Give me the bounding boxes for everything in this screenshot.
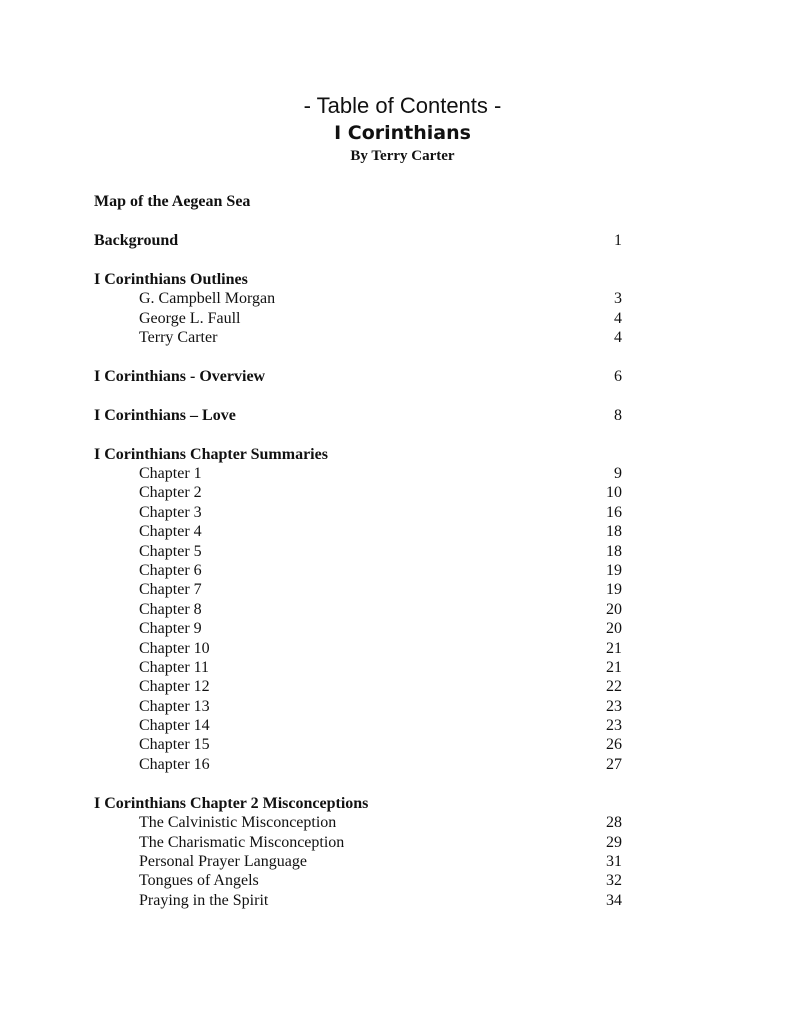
toc-entry-label: Chapter 7 <box>139 581 202 599</box>
toc-entry-row <box>94 561 622 580</box>
toc-entry-row <box>94 716 622 735</box>
toc-entry-label: Chapter 8 <box>139 600 202 618</box>
toc-heading-label: I Corinthians Outlines <box>94 270 248 288</box>
toc-page-number: 20 <box>606 620 622 638</box>
toc-heading-label: Background <box>94 231 179 249</box>
toc-entry-row <box>94 309 622 328</box>
toc-entry-label: Chapter 11 <box>139 658 210 676</box>
toc-entry-row <box>94 289 622 308</box>
toc-page-number: 21 <box>606 639 622 657</box>
toc-entry-row <box>94 871 622 890</box>
toc-entry-row <box>94 483 622 502</box>
toc-page-number: 18 <box>606 523 622 541</box>
toc-page-number: 26 <box>606 736 622 754</box>
toc-heading-row <box>94 270 622 289</box>
toc-page-number: 21 <box>606 658 622 676</box>
toc-entry-row <box>94 755 622 774</box>
toc-heading-label: I Corinthians Chapter Summaries <box>94 445 328 463</box>
toc-entry-label: Chapter 14 <box>139 717 210 735</box>
page-title: - Table of Contents - <box>303 93 502 118</box>
toc-entry-row <box>94 833 622 852</box>
author-line: By Terry Carter <box>350 148 455 164</box>
toc-page-number: 8 <box>614 406 622 424</box>
toc-entry-label: Praying in the Spirit <box>139 891 269 909</box>
title-block <box>0 92 791 166</box>
toc-heading-row <box>94 406 622 425</box>
toc-page-number: 29 <box>606 833 622 851</box>
toc-heading-row <box>94 794 622 813</box>
toc-entry-row <box>94 464 622 483</box>
toc-section <box>94 445 622 775</box>
toc-page-number: 23 <box>606 697 622 715</box>
book-title: I Corinthians <box>334 122 471 144</box>
toc-page-number: 4 <box>614 309 622 327</box>
table-of-contents <box>94 192 622 930</box>
toc-heading-label: I Corinthians Chapter 2 Misconceptions <box>94 794 369 812</box>
toc-entry-label: Terry Carter <box>139 328 218 346</box>
toc-entry-label: Chapter 15 <box>139 736 210 754</box>
toc-entry-row <box>94 852 622 871</box>
toc-entry-row <box>94 619 622 638</box>
toc-entry-row <box>94 580 622 599</box>
toc-page-number: 20 <box>606 600 622 618</box>
toc-entry-row <box>94 600 622 619</box>
toc-entry-row <box>94 658 622 677</box>
toc-heading-row <box>94 231 622 250</box>
toc-entry-label: Chapter 16 <box>139 755 210 773</box>
toc-page-number: 10 <box>606 484 622 502</box>
toc-heading-label: Map of the Aegean Sea <box>94 193 251 210</box>
toc-heading-row <box>94 367 622 386</box>
toc-page-number: 9 <box>614 465 622 483</box>
toc-entry-row <box>94 522 622 541</box>
toc-entry-label: Chapter 1 <box>139 465 202 483</box>
toc-page-number: 22 <box>606 678 622 696</box>
toc-entry-row <box>94 697 622 716</box>
toc-page-number: 1 <box>614 231 622 249</box>
toc-page-number: 6 <box>614 367 622 385</box>
toc-entry-row <box>94 735 622 754</box>
toc-page-number: 27 <box>606 755 622 773</box>
toc-page-number: 19 <box>606 581 622 599</box>
toc-entry-label: George L. Faull <box>139 309 241 327</box>
toc-section <box>94 270 622 348</box>
toc-page-number: 23 <box>606 717 622 735</box>
toc-heading-label: I Corinthians - Overview <box>94 367 266 385</box>
toc-entry-label: Tongues of Angels <box>139 872 259 890</box>
toc-entry-label: Chapter 13 <box>139 697 210 715</box>
toc-entry-row <box>94 813 622 832</box>
toc-heading-row <box>94 192 622 211</box>
toc-entry-label: Chapter 10 <box>139 639 210 657</box>
toc-heading-row <box>94 445 622 464</box>
toc-entry-row <box>94 677 622 696</box>
toc-entry-label: Chapter 12 <box>139 678 210 696</box>
toc-heading-label: I Corinthians – Love <box>94 406 236 424</box>
toc-section <box>94 192 622 211</box>
toc-entry-label: Personal Prayer Language <box>139 852 307 870</box>
toc-section <box>94 794 622 910</box>
toc-entry-label: The Charismatic Misconception <box>139 833 345 851</box>
toc-page-number: 3 <box>614 290 622 308</box>
toc-page-number: 16 <box>606 503 622 521</box>
toc-entry-label: Chapter 6 <box>139 561 202 579</box>
toc-page-number: 18 <box>606 542 622 560</box>
toc-entry-label: G. Campbell Morgan <box>139 290 276 308</box>
toc-entry-row <box>94 542 622 561</box>
toc-entry-row <box>94 891 622 910</box>
toc-section <box>94 231 622 250</box>
toc-entry-label: The Calvinistic Misconception <box>139 814 337 832</box>
toc-page-number: 4 <box>614 328 622 346</box>
toc-page-number: 31 <box>606 852 622 870</box>
toc-page-number: 28 <box>606 814 622 832</box>
toc-page-number: 34 <box>606 891 622 909</box>
toc-page-number: 19 <box>606 561 622 579</box>
toc-entry-row <box>94 639 622 658</box>
toc-entry-label: Chapter 5 <box>139 542 202 560</box>
toc-section <box>94 367 622 386</box>
toc-entry-row <box>94 328 622 347</box>
toc-entry-label: Chapter 4 <box>139 523 202 541</box>
toc-entry-label: Chapter 2 <box>139 484 202 502</box>
toc-entry-label: Chapter 3 <box>139 503 202 521</box>
toc-page-number: 32 <box>606 872 622 890</box>
toc-section <box>94 406 622 425</box>
toc-entry-row <box>94 503 622 522</box>
toc-entry-label: Chapter 9 <box>139 620 202 638</box>
